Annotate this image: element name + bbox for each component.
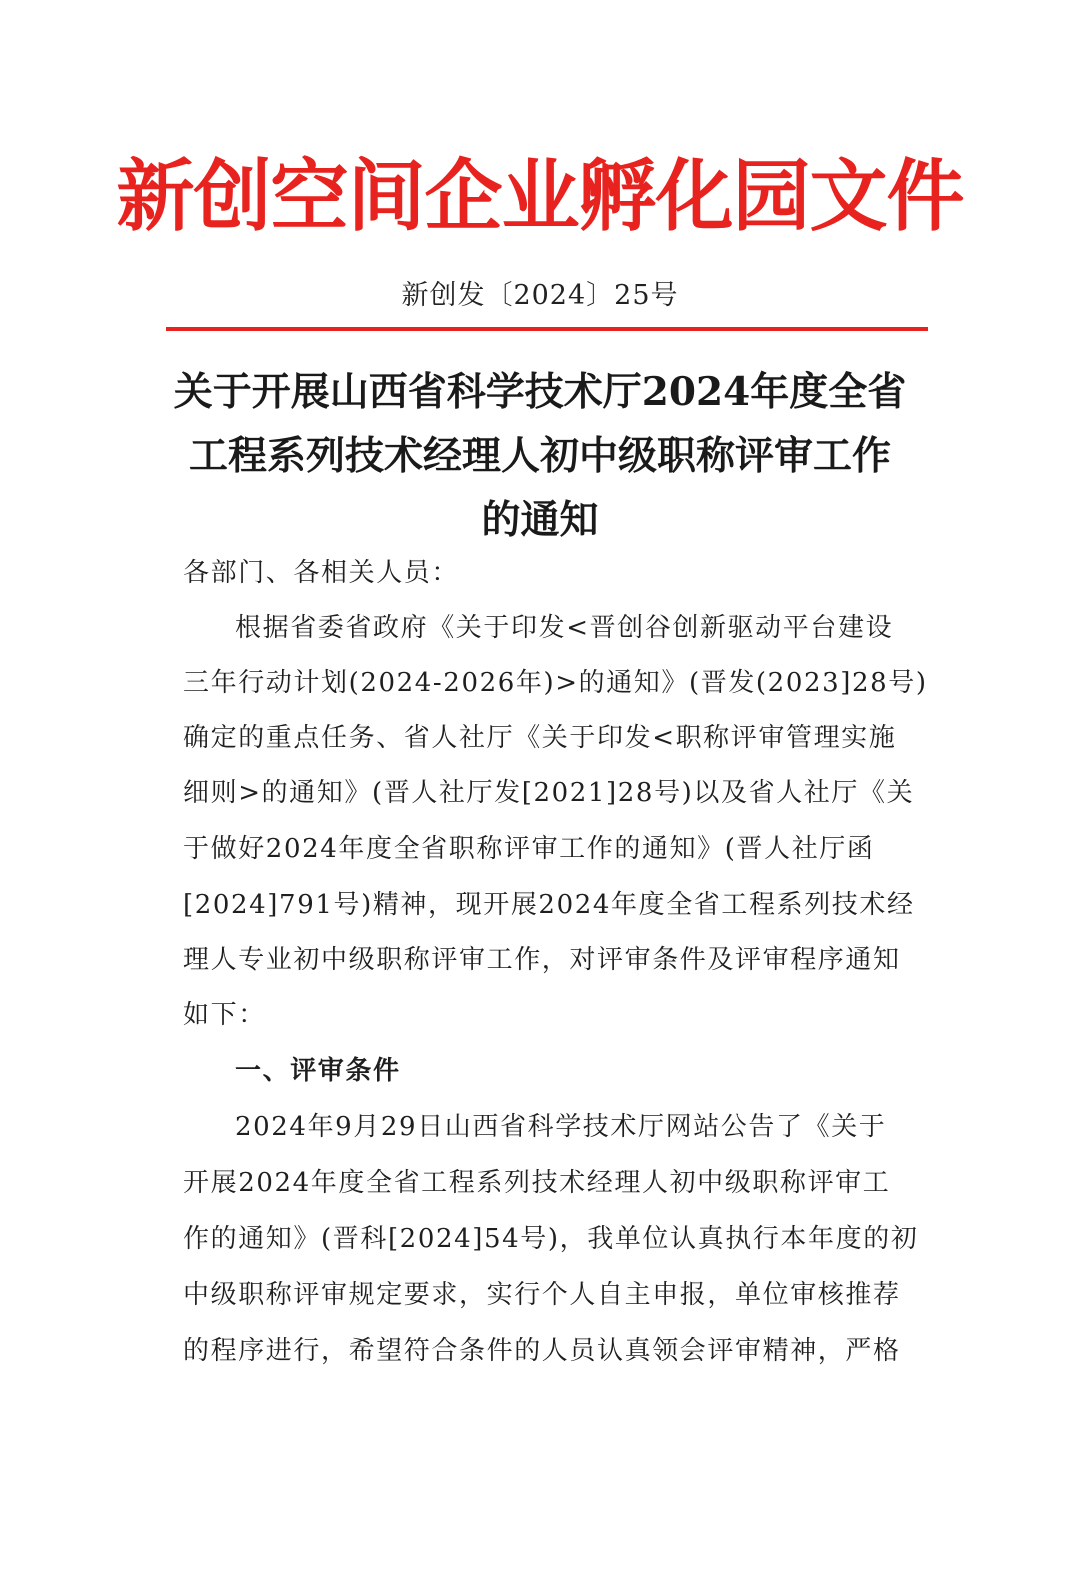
- paragraph-line: 确定的重点任务、省人社厅《关于印发<职称评审管理实施: [183, 723, 897, 753]
- paragraph-line: 开展2024年度全省工程系列技术经理人初中级职称评审工: [183, 1168, 891, 1198]
- salutation: 各部门、各相关人员：: [183, 558, 460, 588]
- paragraph-line: 如下：: [183, 1000, 266, 1030]
- section-heading: 一、评审条件: [235, 1056, 401, 1086]
- paragraph-line: 作的通知》(晋科[2024]54号)，我单位认真执行本年度的初: [183, 1224, 919, 1254]
- paragraph-line: 根据省委省政府《关于印发<晋创谷创新驱动平台建设: [235, 613, 894, 643]
- paragraph-line: 理人专业初中级职称评审工作，对评审条件及评审程序通知: [183, 945, 901, 975]
- title-line: 的通知: [481, 497, 599, 543]
- title-line: 关于开展山西省科学技术厅2024年度全省: [173, 369, 907, 415]
- title-line: 工程系列技术经理人初中级职称评审工作: [188, 433, 891, 479]
- paragraph-line: [2024]791号)精神，现开展2024年度全省工程系列技术经: [183, 890, 915, 920]
- notice-title: [150, 360, 930, 552]
- paragraph-line: 于做好2024年度全省职称评审工作的通知》(晋人社厅函: [183, 834, 875, 864]
- paragraph-line: 的程序进行，希望符合条件的人员认真领会评审精神，严格: [183, 1336, 901, 1366]
- red-divider-rule: [166, 327, 928, 331]
- document-number: 新创发〔2024〕25号: [401, 280, 679, 311]
- paragraph-line: 三年行动计划(2024-2026年)>的通知》(晋发(2023]28号): [183, 668, 928, 698]
- paragraph-line: 中级职称评审规定要求，实行个人自主申报，单位审核推荐: [183, 1280, 901, 1310]
- paragraph-line: 细则>的通知》(晋人社厅发[2021]28号)以及省人社厅《关: [183, 778, 915, 808]
- paragraph-line: 2024年9月29日山西省科学技术厅网站公告了《关于: [235, 1112, 887, 1142]
- masthead-title: 新创空间企业孵化园文件: [116, 151, 964, 242]
